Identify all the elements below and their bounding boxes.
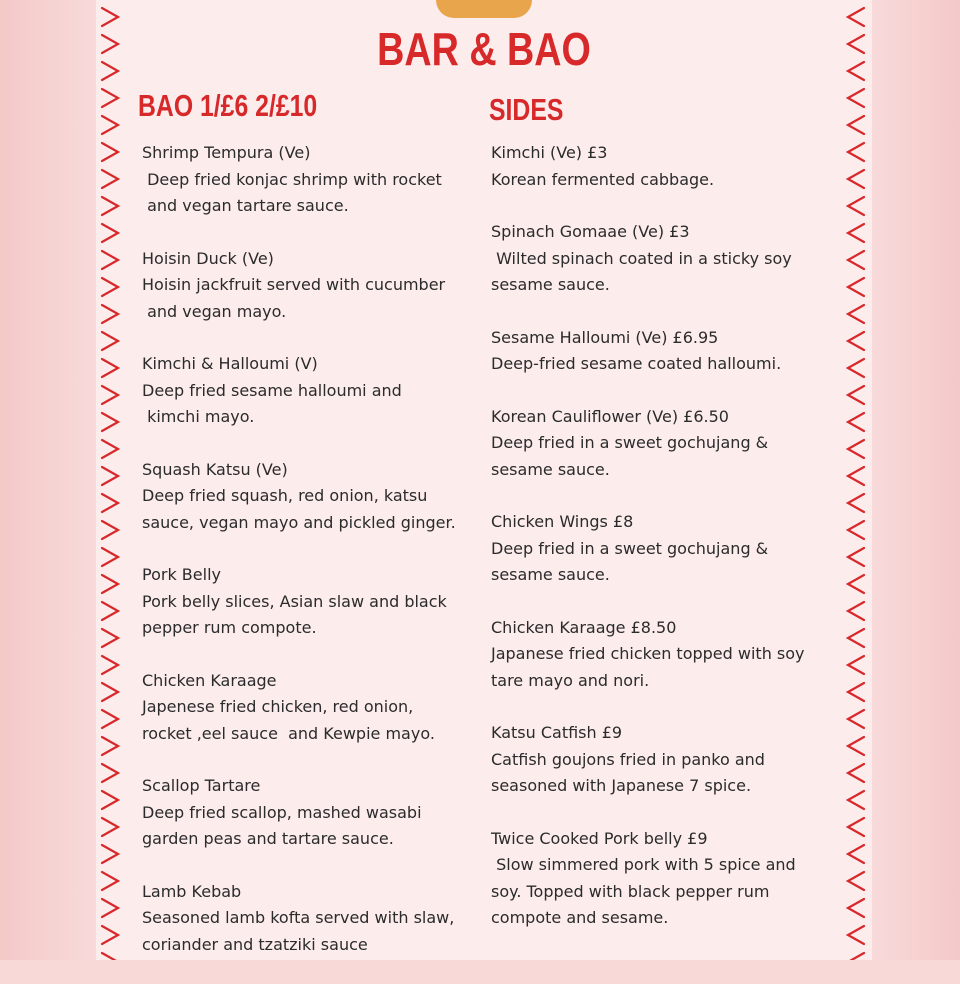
item-description: Deep fried konjac shrimp with rocket <box>142 169 442 189</box>
item-name: Katsu Catfish £9 <box>491 723 623 742</box>
sides-menu-item <box>491 325 831 378</box>
chevron-mark <box>102 656 118 674</box>
bao-menu-item <box>142 351 472 431</box>
chevron-mark <box>102 359 118 377</box>
item-description: Slow simmered pork with 5 spice and <box>491 855 796 874</box>
chevron-mark <box>102 494 118 512</box>
chevron-mark <box>848 386 864 404</box>
item-description: pepper rum compote. <box>142 618 317 637</box>
chevron-mark <box>102 548 118 566</box>
chevron-mark <box>848 791 864 809</box>
chevron-mark <box>848 305 864 323</box>
item-description: Deep fried in a sweet gochujang & <box>491 433 769 452</box>
item-description: sesame sauce. <box>491 459 610 479</box>
bao-menu-item <box>142 562 472 642</box>
chevron-mark <box>848 521 864 539</box>
chevron-mark <box>848 872 864 890</box>
item-description: Catfish goujons fried in panko and <box>491 749 765 769</box>
chevron-mark <box>848 548 864 566</box>
chevron-mark <box>102 386 118 404</box>
chevron-mark <box>102 845 118 863</box>
item-description: sesame sauce. <box>491 275 610 294</box>
item-description: and vegan mayo. <box>142 301 287 321</box>
item-name: Korean Cauliflower (Ve) £6.50 <box>491 406 729 426</box>
chevron-mark <box>848 656 864 674</box>
chevron-mark <box>848 440 864 458</box>
chevron-mark <box>102 818 118 836</box>
item-name: Squash Katsu (Ve) <box>142 459 288 479</box>
chevron-mark <box>848 683 864 701</box>
chevron-mark <box>848 359 864 377</box>
sides-menu-item <box>491 720 831 800</box>
chevron-mark <box>848 116 864 134</box>
item-name: Lamb Kebab <box>142 881 242 901</box>
chevron-mark <box>848 899 864 917</box>
chevron-mark <box>848 413 864 431</box>
item-description: and vegan tartare sauce. <box>142 196 349 215</box>
chevron-mark <box>848 170 864 188</box>
item-description: Deep fried scallop, mashed wasabi <box>142 802 422 822</box>
chevron-mark <box>102 143 118 161</box>
item-description: sauce, vegan mayo and pickled ginger. <box>142 512 456 532</box>
item-description: Japanese fried chicken topped with soy <box>491 644 805 663</box>
item-name: Chicken Wings £8 <box>491 512 634 531</box>
item-description: Deep fried squash, red onion, katsu <box>142 486 428 505</box>
background-left <box>0 0 96 960</box>
chevron-mark <box>848 710 864 728</box>
bao-bun-illustration <box>436 0 532 18</box>
bao-menu-item <box>142 246 472 326</box>
chevron-mark <box>848 494 864 512</box>
bao-menu-item <box>142 773 472 853</box>
item-name: Sesame Halloumi (Ve) £6.95 <box>491 327 719 347</box>
item-description: seasoned with Japanese 7 spice. <box>491 776 752 795</box>
sides-menu-item <box>491 219 831 299</box>
chevron-mark <box>848 845 864 863</box>
chevron-mark <box>102 791 118 809</box>
menu-page <box>96 0 872 960</box>
sides-menu-item <box>491 826 831 932</box>
sides-menu-item <box>491 140 831 193</box>
chevron-mark <box>848 89 864 107</box>
chevron-mark <box>848 143 864 161</box>
chevron-mark <box>102 602 118 620</box>
sides-list <box>491 140 831 958</box>
chevron-mark <box>102 224 118 242</box>
item-name: Kimchi & Halloumi (V) <box>142 354 318 373</box>
chevron-mark <box>848 251 864 269</box>
chevron-mark <box>102 764 118 782</box>
chevron-mark <box>102 170 118 188</box>
chevron-mark <box>102 899 118 917</box>
item-description: Korean fermented cabbage. <box>491 169 715 189</box>
bao-menu-item <box>142 457 472 537</box>
chevron-mark <box>848 764 864 782</box>
chevron-mark <box>848 629 864 647</box>
bao-list <box>142 140 472 984</box>
chevron-mark <box>848 575 864 593</box>
chevron-mark <box>102 683 118 701</box>
chevron-mark <box>848 953 864 960</box>
chevron-mark <box>102 629 118 647</box>
item-name: Spinach Gomaae (Ve) £3 <box>491 222 690 241</box>
item-description: garden peas and tartare sauce. <box>142 829 394 848</box>
chevron-mark <box>848 332 864 350</box>
chevron-mark <box>102 251 118 269</box>
item-description: sesame sauce. <box>491 565 610 584</box>
chevron-mark <box>102 89 118 107</box>
chevron-mark <box>102 305 118 323</box>
item-description: Deep-fried sesame coated halloumi. <box>491 354 782 373</box>
chevron-mark <box>102 926 118 944</box>
chevron-mark <box>848 818 864 836</box>
chevron-mark <box>102 197 118 215</box>
item-description: Deep fried in a sweet gochujang & <box>491 538 769 558</box>
item-name: Twice Cooked Pork belly £9 <box>491 828 708 848</box>
chevron-mark <box>102 440 118 458</box>
item-description: soy. Topped with black pepper rum <box>491 881 770 901</box>
item-name: Kimchi (Ve) £3 <box>491 143 608 162</box>
chevron-mark <box>102 953 118 960</box>
chevron-mark <box>102 332 118 350</box>
chevron-mark <box>102 8 118 26</box>
item-name: Chicken Karaage £8.50 <box>491 617 677 637</box>
chevron-mark <box>848 926 864 944</box>
chevron-mark <box>102 575 118 593</box>
bao-menu-item <box>142 668 472 748</box>
item-description: rocket ,eel sauce and Kewpie mayo. <box>142 723 435 743</box>
sides-menu-item <box>491 509 831 589</box>
item-description: kimchi mayo. <box>142 407 255 426</box>
right-decorative-border <box>842 0 872 960</box>
item-description: tare mayo and nori. <box>491 670 650 690</box>
chevron-mark <box>848 467 864 485</box>
chevron-mark <box>102 116 118 134</box>
chevron-mark <box>848 197 864 215</box>
chevron-mark <box>102 35 118 53</box>
chevron-mark <box>102 521 118 539</box>
item-description: Wilted spinach coated in a sticky soy <box>491 248 792 268</box>
chevron-mark <box>102 62 118 80</box>
item-name: Pork Belly <box>142 565 221 584</box>
item-description: Pork belly slices, Asian slaw and black <box>142 591 447 611</box>
item-name: Scallop Tartare <box>142 776 261 795</box>
item-description: coriander and tzatziki sauce <box>142 934 368 954</box>
menu-title: BAR & BAO <box>377 23 591 75</box>
item-name: Shrimp Tempura (Ve) <box>142 143 311 162</box>
chevron-mark <box>102 278 118 296</box>
item-name: Chicken Karaage <box>142 670 277 690</box>
item-name: Hoisin Duck (Ve) <box>142 248 274 268</box>
item-description: Seasoned lamb kofta served with slaw, <box>142 908 455 927</box>
chevron-mark <box>848 224 864 242</box>
chevron-mark <box>848 602 864 620</box>
chevron-mark <box>848 8 864 26</box>
item-description: Japenese fried chicken, red onion, <box>142 697 414 716</box>
chevron-mark <box>848 278 864 296</box>
chevron-mark <box>102 872 118 890</box>
chevron-mark <box>848 35 864 53</box>
chevron-mark <box>848 737 864 755</box>
chevron-mark <box>102 710 118 728</box>
chevron-mark <box>102 467 118 485</box>
chevron-mark <box>102 737 118 755</box>
left-decorative-border <box>96 0 126 960</box>
sides-menu-item <box>491 404 831 484</box>
item-description: compote and sesame. <box>491 908 669 927</box>
sides-menu-item <box>491 615 831 695</box>
chevron-mark <box>848 62 864 80</box>
sides-heading: SIDES <box>489 92 564 127</box>
bao-heading: BAO 1/£6 2/£10 <box>138 88 318 123</box>
item-description: Hoisin jackfruit served with cucumber <box>142 275 446 294</box>
background-right <box>872 0 960 960</box>
bao-menu-item <box>142 879 472 959</box>
bao-menu-item <box>142 140 472 220</box>
chevron-mark <box>102 413 118 431</box>
item-description: Deep fried sesame halloumi and <box>142 380 402 400</box>
